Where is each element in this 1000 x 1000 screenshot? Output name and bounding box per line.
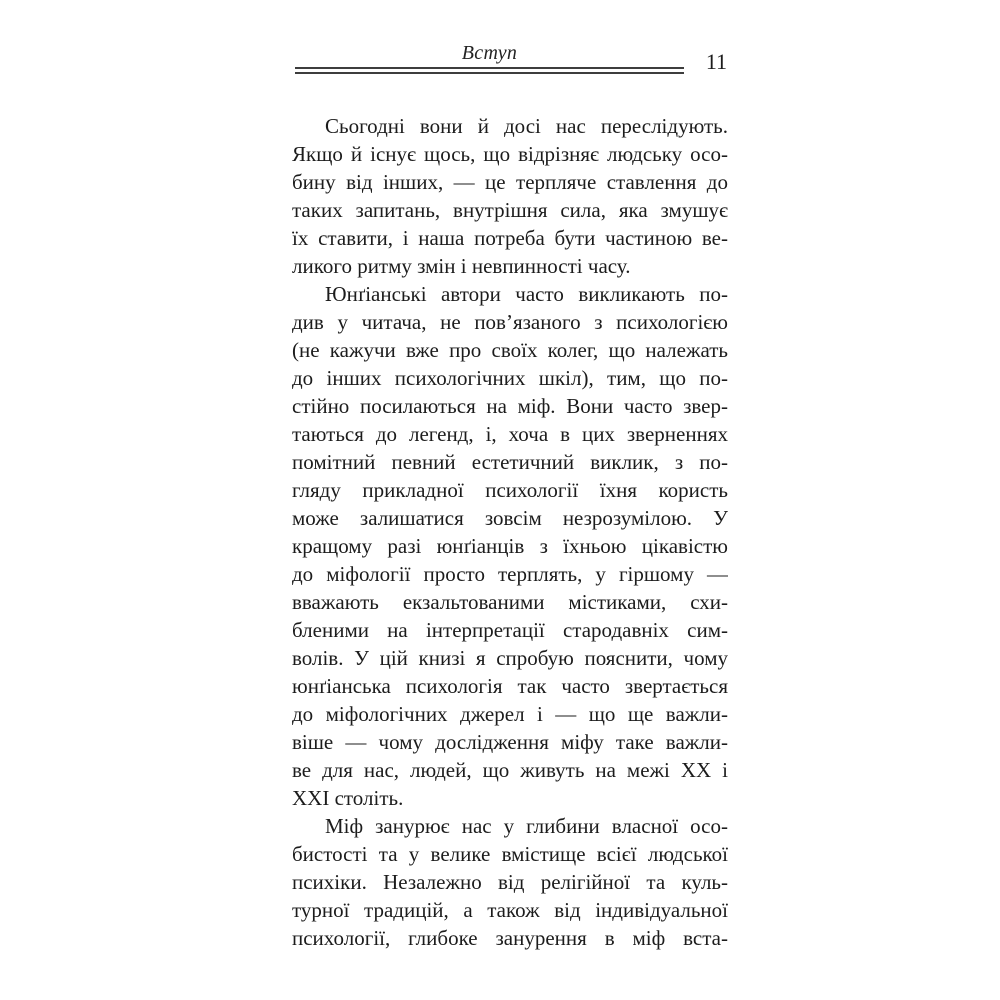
text-line: ликого ритму змін і невпинності часу. <box>292 254 631 278</box>
text-line: до міфології просто терплять, у гіршому — <box>292 562 728 586</box>
text-line: волів. У цій книзі я спробую пояснити, чому <box>292 646 728 670</box>
text-line: до міфологічних джерел і — що ще важли- <box>292 702 728 726</box>
text-line: вважають екзальтованими містиками, схи- <box>292 590 728 614</box>
text-line: стійно посилаються на міф. Вони часто звер- <box>292 394 728 418</box>
text-line: помітний певний естетичний виклик, з по- <box>292 450 728 474</box>
text-line: турної традицій, а також від індивідуальної <box>292 898 728 922</box>
text-line: XXI століть. <box>292 786 404 810</box>
text-column <box>292 112 728 952</box>
paragraph <box>292 812 728 952</box>
text-line: до інших психологічних шкіл), тим, що по- <box>292 366 728 390</box>
text-line: кращому разі юнґіанців з їхньою цікавістю <box>292 534 728 558</box>
running-head-title: Вступ <box>461 42 518 64</box>
page-number: 11 <box>705 49 727 74</box>
text-line: психології, глибоке занурення в міф вста- <box>292 926 728 950</box>
text-line: Сьогодні вони й досі нас переслідують. <box>325 114 728 138</box>
text-line: віше — чому дослідження міфу таке важли- <box>292 730 728 754</box>
text-line: юнґіанська психологія так часто звертається <box>292 674 728 698</box>
text-line: див у читача, не пов’язаного з психологією <box>292 310 728 334</box>
text-line: Якщо й існує щось, що відрізняє людську осо- <box>292 142 728 166</box>
header-double-rule <box>295 67 684 74</box>
text-line: ве для нас, людей, що живуть на межі XX і <box>292 758 728 782</box>
text-line: Юнґіанські автори часто викликають по- <box>325 282 728 306</box>
text-line: їх ставити, і наша потреба бути частиною ве- <box>292 226 728 250</box>
text-line: бину від інших, — це терпляче ставлення до <box>292 170 728 194</box>
paragraph <box>292 280 728 812</box>
text-line: може залишатися зовсім незрозумілою. У <box>292 506 728 530</box>
text-line: Міф занурює нас у глибини власної осо- <box>325 814 728 838</box>
text-line: таких запитань, внутрішня сила, яка змушує <box>292 198 728 222</box>
text-line: таються до легенд, і, хоча в цих зверненнях <box>292 422 728 446</box>
paragraph <box>292 112 728 280</box>
text-line: бленими на інтерпретації стародавніх сим- <box>292 618 728 642</box>
text-line: бистості та у велике вмістище всієї людської <box>292 842 728 866</box>
text-line: психіки. Незалежно від релігійної та куль- <box>292 870 728 894</box>
text-line: (не кажучи вже про своїх колег, що належать <box>292 338 728 362</box>
text-line: гляду прикладної психології їхня користь <box>292 478 728 502</box>
